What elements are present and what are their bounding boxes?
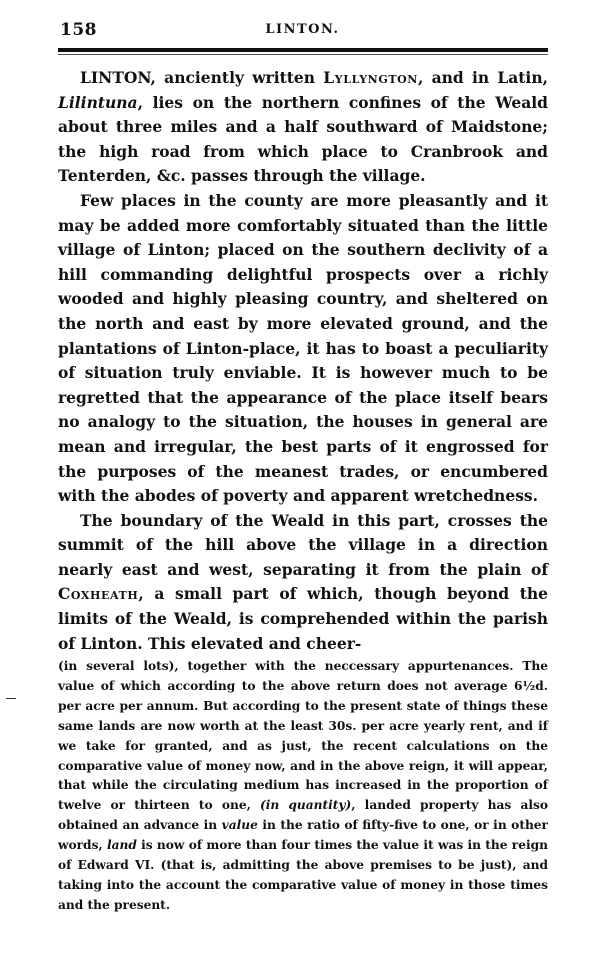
italic-run: (in quantity) xyxy=(259,798,352,813)
running-head: LINTON. xyxy=(265,22,340,37)
italic-run: value xyxy=(221,818,258,833)
main-text xyxy=(58,66,548,656)
page-number: 158 xyxy=(60,20,97,40)
place-name-coxheath: Coxheath xyxy=(58,584,139,604)
latin-name: Lilintuna xyxy=(58,92,138,112)
italic-run: land xyxy=(106,838,137,853)
text-run: , landed property has also obtained an advance in xyxy=(58,798,548,833)
paragraph-2: Few places in the county are more pleasantly and it may be added more comfortably situated than the little village of Linton; placed on the southern declivity of a hill commanding delightful prospects over a richly wooded and highly pleasing country, and sheltered on the north and east by more elevated ground, and the plantations of Linton-place, it has to boast a peculiarity of situation truly enviable. It is however much to be regretted that the appearance of the place itself bears no analogy to the situation, the houses in general are mean and irregular, the best parts of it engrossed for the purposes of the meanest trades, or encumbered with the abodes of poverty and apparent wretchedness. xyxy=(58,190,548,506)
margin-mark xyxy=(6,698,16,699)
text-run: , a small part of which, though beyond the limits of the Weald, is comprehended within the parish of Linton. This elevated and cheer- xyxy=(58,584,548,653)
text-run: in the ratio of fifty-five to one, or in other words, xyxy=(58,818,548,853)
paragraph-1 xyxy=(58,66,548,189)
place-name-lyllyngton: Lyllyngton xyxy=(323,68,418,87)
text-run: is now of more than four times the value it was in the reign of Edward VI. (that is, admitting the above premises to be just), and taking into the account the comparative value of money in those times and the present. xyxy=(58,838,548,912)
header-rule-thin xyxy=(58,54,548,55)
text-run: , and in Latin, xyxy=(417,68,548,87)
text-run: LINTON, anciently written xyxy=(80,68,324,87)
paragraph-3 xyxy=(58,509,548,657)
footnote-paragraph xyxy=(58,657,548,916)
text-run: (in several lots), together with the neccessary appurtenances. The value of which according to the above return does not average 6½d. per acre per annum. But according to the present state of things these same lands are now worth at the least 30s. per acre yearly rent, and if we take for granted, and as just, the recent calculations on the comparative value of money now, and in the above reign, it will appear, that while the circulating medium has increased in the proportion of twelve or thirteen to one, xyxy=(58,659,548,813)
footnote xyxy=(58,657,548,916)
page-header xyxy=(60,20,545,42)
header-rule xyxy=(58,48,548,52)
text-run: , lies on the northern confines of the Weald about three miles and a half southward of Maidstone; the high road from which place to Cranbrook and Tenterden, &c. passes through the village. xyxy=(58,92,548,186)
text-run: The boundary of the Weald in this part, crosses the summit of the hill above the village in a direction nearly east and west, separating it from the plain of xyxy=(58,510,548,579)
